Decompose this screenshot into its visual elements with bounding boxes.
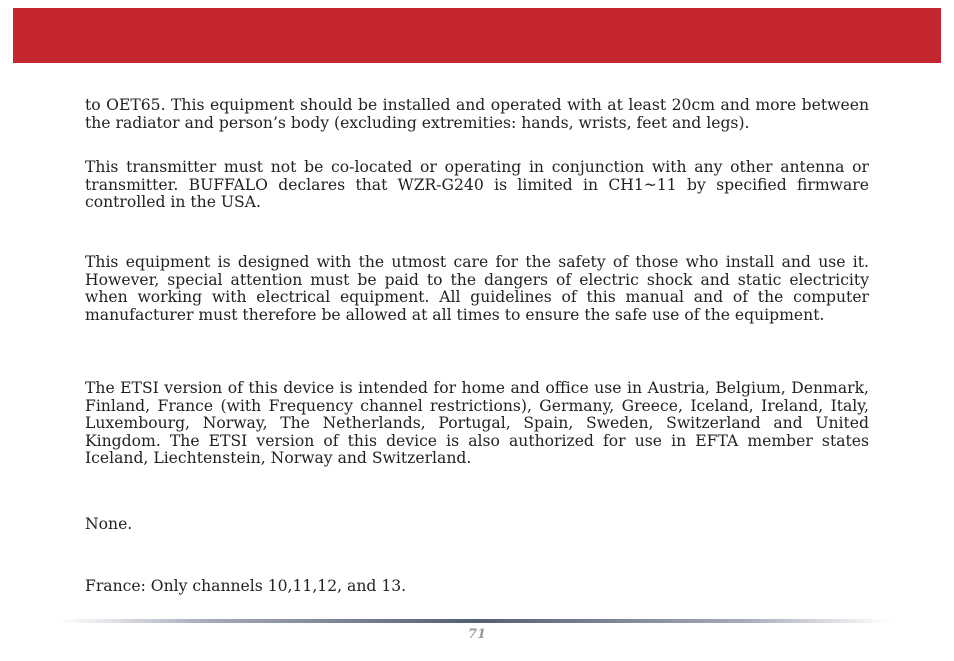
paragraph-etsi-countries: The ETSI version of this device is intended for home and office use in Austria, Belgium, Denmark, Finland, France (with Frequency channel restrictions), Germany, Greece, Iceland, Ireland, Italy, Luxembourg, Norway, The Netherlands, Portugal, Spain, Sweden, Switzerland and United Kingdom. The ETSI version of this device is also authorized for use in EFTA member states Iceland, Liechtenstein, Norway and Switzerland. xyxy=(85,379,869,468)
footer-divider xyxy=(60,619,890,623)
page-number: 71 xyxy=(467,627,487,642)
paragraph-safety: This equipment is designed with the utmost care for the safety of those who install and use it. However, special attention must be paid to the dangers of electric shock and static electricity when working with electrical equipment. All guidelines of this manual and of the computer manufacturer must therefore be allowed at all times to ensure the safe use of the equipment. xyxy=(85,253,869,324)
header-banner xyxy=(13,8,941,63)
paragraph-none: None. xyxy=(85,515,133,533)
paragraph-france-channels: France: Only channels 10,11,12, and 13. xyxy=(85,577,407,595)
paragraph-oet65-exposure: to OET65. This equipment should be installed and operated with at least 20cm and more between the radiator and person’s body (excluding extremities: hands, wrists, feet and legs). xyxy=(85,96,869,132)
paragraph-co-location: This transmitter must not be co-located or operating in conjunction with any other antenna or transmitter. BUFFALO declares that WZR-G240 is limited in CH1~11 by specified firmware controlled in the USA. xyxy=(85,158,869,212)
